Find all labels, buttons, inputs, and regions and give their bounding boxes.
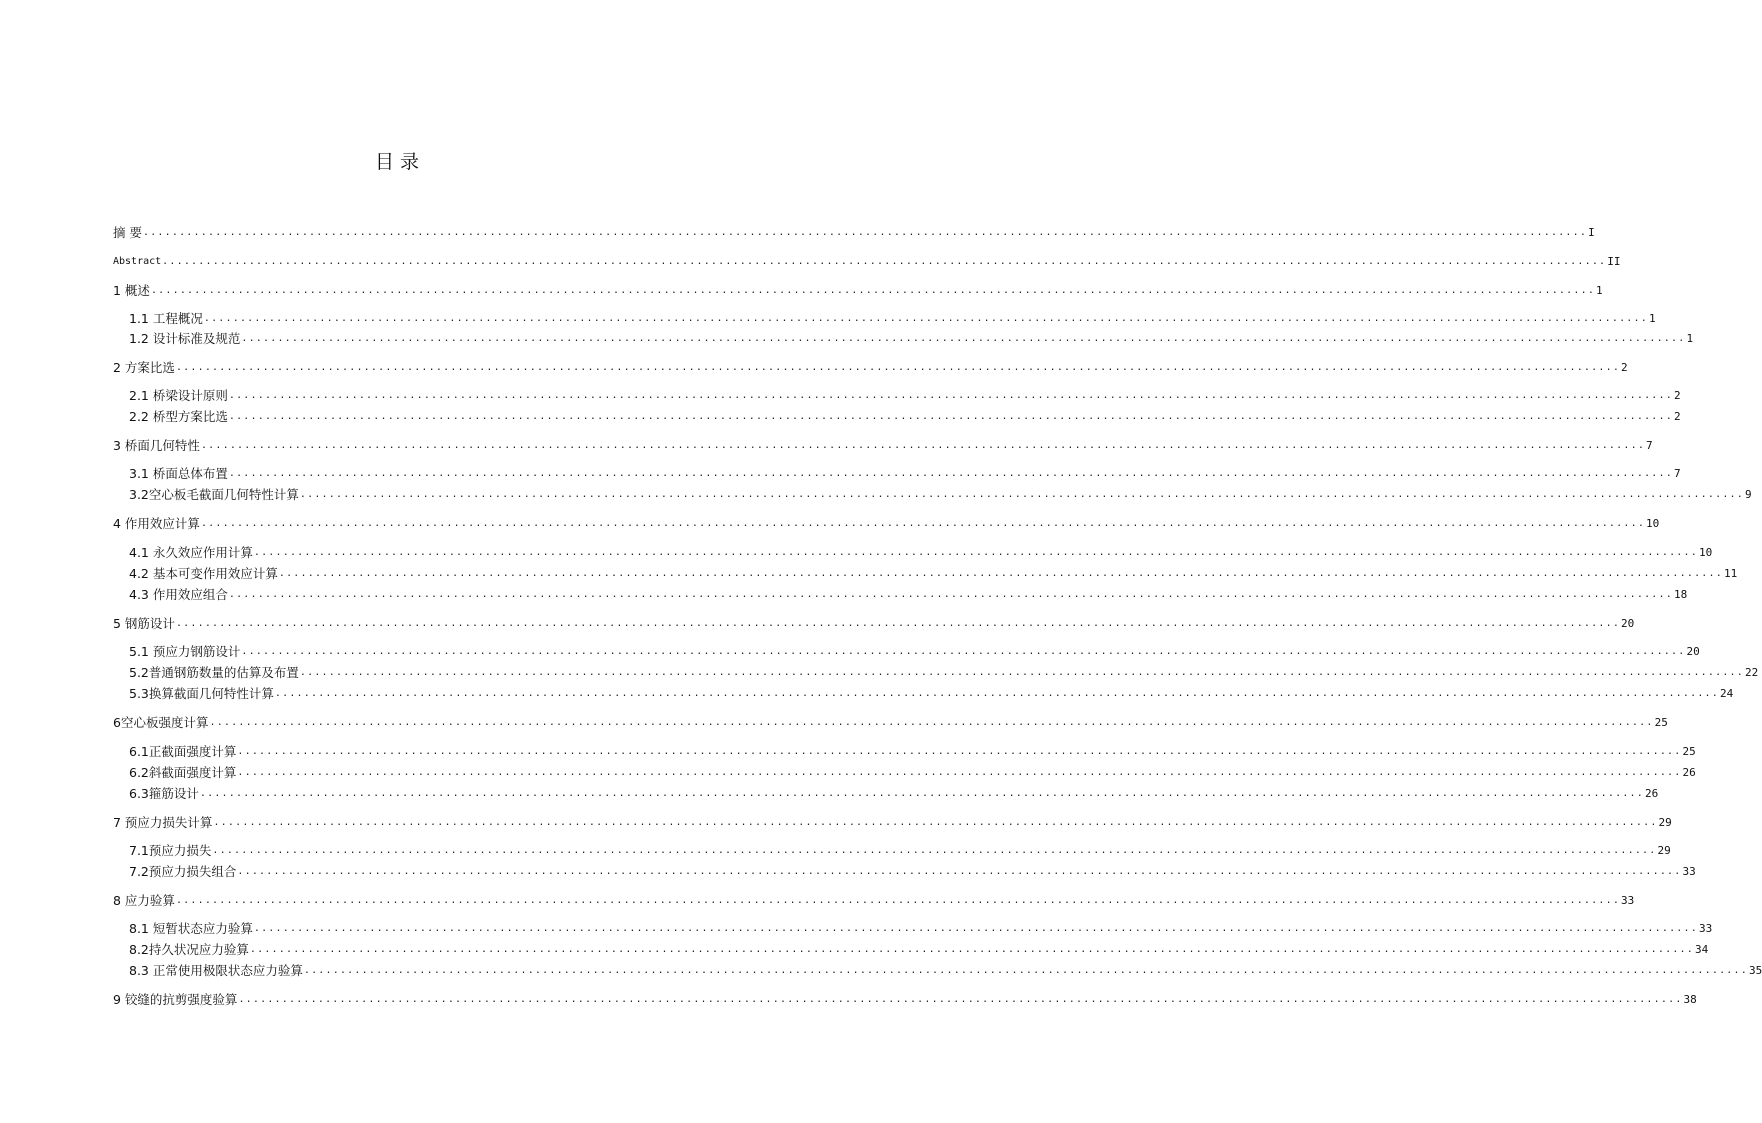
toc-leader-dots: ........................................................................................................................................................................................................: [228, 468, 1673, 479]
toc-entry-label: 9 铰缝的抗剪强度验算: [113, 992, 238, 1007]
toc-entry-label: 6.3箍筋设计: [129, 786, 199, 801]
toc-entry-page: 22: [1745, 666, 1759, 679]
toc-entry-page: 2: [1673, 389, 1681, 402]
toc-entry[interactable]: [113, 515, 1660, 533]
toc-leader-dots: ........................................................................................................................................................................................................: [241, 333, 1686, 344]
toc-entry-label: 1 概述: [113, 283, 150, 298]
toc-entry[interactable]: [129, 962, 1762, 980]
toc-entry-label: Abstract: [113, 256, 162, 267]
toc-leader-dots: ........................................................................................................................................................................................................: [203, 313, 1648, 324]
toc-entry-label: 6.1正截面强度计算: [129, 744, 237, 759]
toc-entry[interactable]: [129, 408, 1681, 426]
toc-leader-dots: ........................................................................................................................................................................................................: [253, 547, 1698, 558]
toc-entry[interactable]: [129, 643, 1700, 661]
toc-entry[interactable]: [129, 764, 1696, 782]
toc-leader-dots: ........................................................................................................................................................................................................: [200, 440, 1646, 451]
toc-entry-page: 24: [1720, 687, 1734, 700]
toc-entry-label: 8.3 正常使用极限状态应力验算: [129, 963, 303, 978]
toc-entry[interactable]: [129, 685, 1734, 703]
toc-entry[interactable]: [129, 387, 1681, 405]
page-title: 目 录: [374, 151, 420, 173]
toc-entry-page: 33: [1682, 865, 1696, 878]
toc-entry[interactable]: [129, 941, 1709, 959]
toc-entry-label: 6.2斜截面强度计算: [129, 765, 237, 780]
toc-entry-label: 5.3换算截面几何特性计算: [129, 686, 274, 701]
toc-entry-page: 38: [1683, 993, 1697, 1006]
toc-entry-page: 9: [1745, 488, 1752, 501]
toc-entry-page: 7: [1673, 467, 1681, 480]
toc-entry-label: 1.1 工程概况: [129, 311, 203, 326]
toc-entry[interactable]: [113, 253, 1621, 271]
toc-entry-page: 26: [1682, 766, 1696, 779]
toc-leader-dots: ........................................................................................................................................................................................................: [199, 788, 1644, 799]
toc-entry-page: 1: [1596, 284, 1603, 297]
toc-entry-label: 摘 要: [113, 225, 142, 240]
toc-entry[interactable]: [129, 920, 1713, 938]
toc-entry-label: 7 预应力损失计算: [113, 815, 213, 830]
toc-entry-label: 2 方案比选: [113, 360, 175, 375]
toc-leader-dots: ........................................................................................................................................................................................................: [175, 895, 1621, 906]
toc-entry[interactable]: [129, 842, 1671, 860]
toc-leader-dots: ........................................................................................................................................................................................................: [162, 256, 1607, 267]
toc-entry[interactable]: [113, 814, 1672, 832]
toc-entry-page: 34: [1695, 943, 1709, 956]
toc-entry-page: II: [1607, 255, 1621, 268]
toc-entry[interactable]: [129, 664, 1759, 682]
toc-leader-dots: ........................................................................................................................................................................................................: [228, 390, 1673, 401]
toc-entry-label: 2.2 桥型方案比选: [129, 409, 228, 424]
toc-entry-label: 4.2 基本可变作用效应计算: [129, 566, 278, 581]
toc-leader-dots: ........................................................................................................................................................................................................: [237, 866, 1682, 877]
toc-entry-page: 11: [1723, 567, 1738, 580]
toc-entry-page: 25: [1682, 745, 1696, 758]
toc-leader-dots: ........................................................................................................................................................................................................: [238, 994, 1683, 1005]
toc-entry[interactable]: [129, 486, 1752, 504]
toc-leader-dots: ........................................................................................................................................................................................................: [299, 667, 1744, 678]
toc-entry[interactable]: [129, 863, 1696, 881]
toc-entry[interactable]: [113, 892, 1635, 910]
toc-entry-label: 4.3 作用效应组合: [129, 587, 228, 602]
toc-entry-label: 1.2 设计标准及规范: [129, 331, 241, 346]
toc-entry-label: 5 钢筋设计: [113, 616, 175, 631]
toc-entry-page: 1: [1648, 312, 1656, 325]
toc-entry[interactable]: [129, 586, 1688, 604]
toc-leader-dots: ........................................................................................................................................................................................................: [150, 285, 1596, 296]
toc-leader-dots: ........................................................................................................................................................................................................: [213, 817, 1658, 828]
toc-entry[interactable]: [113, 224, 1595, 242]
toc-entry-page: 33: [1698, 922, 1713, 935]
toc-entry-page: 10: [1698, 546, 1713, 559]
toc-leader-dots: ........................................................................................................................................................................................................: [175, 362, 1621, 373]
toc-entry-label: 2.1 桥梁设计原则: [129, 388, 228, 403]
toc-entry[interactable]: [113, 282, 1603, 300]
toc-entry[interactable]: [129, 465, 1681, 483]
toc-entry-page: 7: [1646, 439, 1653, 452]
toc-leader-dots: ........................................................................................................................................................................................................: [278, 568, 1723, 579]
toc-entry-label: 3.2空心板毛截面几何特性计算: [129, 487, 299, 502]
toc-entry[interactable]: [129, 310, 1656, 328]
toc-entry-page: 10: [1646, 517, 1660, 530]
toc-leader-dots: ........................................................................................................................................................................................................: [175, 618, 1621, 629]
toc-leader-dots: ........................................................................................................................................................................................................: [299, 489, 1744, 500]
toc-entry-label: 8.1 短暂状态应力验算: [129, 921, 253, 936]
toc-leader-dots: ........................................................................................................................................................................................................: [237, 767, 1682, 778]
toc-entry-page: 2: [1673, 410, 1681, 423]
toc-entry[interactable]: [113, 359, 1628, 377]
toc-entry[interactable]: [129, 330, 1694, 348]
toc-leader-dots: ........................................................................................................................................................................................................: [249, 944, 1694, 955]
toc-entry-page: I: [1588, 226, 1595, 239]
toc-leader-dots: ........................................................................................................................................................................................................: [228, 589, 1673, 600]
toc-entry-page: 2: [1621, 361, 1628, 374]
toc-entry-label: 5.1 预应力钢筋设计: [129, 644, 241, 659]
toc-entry[interactable]: [113, 991, 1697, 1009]
toc-entry-page: 26: [1645, 787, 1659, 800]
toc-leader-dots: ........................................................................................................................................................................................................: [303, 965, 1748, 976]
toc-entry-page: 29: [1657, 844, 1671, 857]
toc-entry-page: 1: [1686, 332, 1694, 345]
toc-leader-dots: ........................................................................................................................................................................................................: [228, 411, 1673, 422]
toc-entry-page: 20: [1621, 617, 1635, 630]
toc-entry[interactable]: [113, 437, 1653, 455]
toc-entry-page: 29: [1658, 816, 1672, 829]
toc-entry-label: 8 应力验算: [113, 893, 175, 908]
toc-entry-label: 4 作用效应计算: [113, 516, 200, 531]
toc-entry[interactable]: [129, 544, 1713, 562]
toc-leader-dots: ........................................................................................................................................................................................................: [212, 845, 1657, 856]
toc-leader-dots: ........................................................................................................................................................................................................: [209, 717, 1654, 728]
toc-leader-dots: ........................................................................................................................................................................................................: [241, 646, 1686, 657]
toc-entry-label: 8.2持久状况应力验算: [129, 942, 249, 957]
toc-entry[interactable]: [129, 743, 1696, 761]
toc-entry-label: 5.2普通钢筋数量的估算及布置: [129, 665, 299, 680]
toc-entry-page: 20: [1686, 645, 1700, 658]
toc-entry-page: 18: [1673, 588, 1688, 601]
toc-entry[interactable]: [113, 615, 1635, 633]
toc-leader-dots: ........................................................................................................................................................................................................: [142, 227, 1588, 238]
toc-leader-dots: ........................................................................................................................................................................................................: [274, 688, 1719, 699]
toc-entry-label: 6空心板强度计算: [113, 715, 209, 730]
toc-entry-page: 25: [1654, 716, 1668, 729]
toc-entry-label: 3 桥面几何特性: [113, 438, 200, 453]
toc-leader-dots: ........................................................................................................................................................................................................: [253, 923, 1698, 934]
toc-entry[interactable]: [113, 714, 1668, 732]
toc-entry-label: 4.1 永久效应作用计算: [129, 545, 253, 560]
toc-entry[interactable]: [129, 565, 1738, 583]
toc-entry[interactable]: [129, 785, 1659, 803]
toc-entry-page: 33: [1621, 894, 1635, 907]
toc-entry-label: 7.2预应力损失组合: [129, 864, 237, 879]
toc-leader-dots: ........................................................................................................................................................................................................: [237, 746, 1682, 757]
toc-entry-label: 3.1 桥面总体布置: [129, 466, 228, 481]
toc-leader-dots: ........................................................................................................................................................................................................: [200, 518, 1646, 529]
toc-entry-page: 35: [1748, 964, 1762, 977]
toc-entry-label: 7.1预应力损失: [129, 843, 212, 858]
